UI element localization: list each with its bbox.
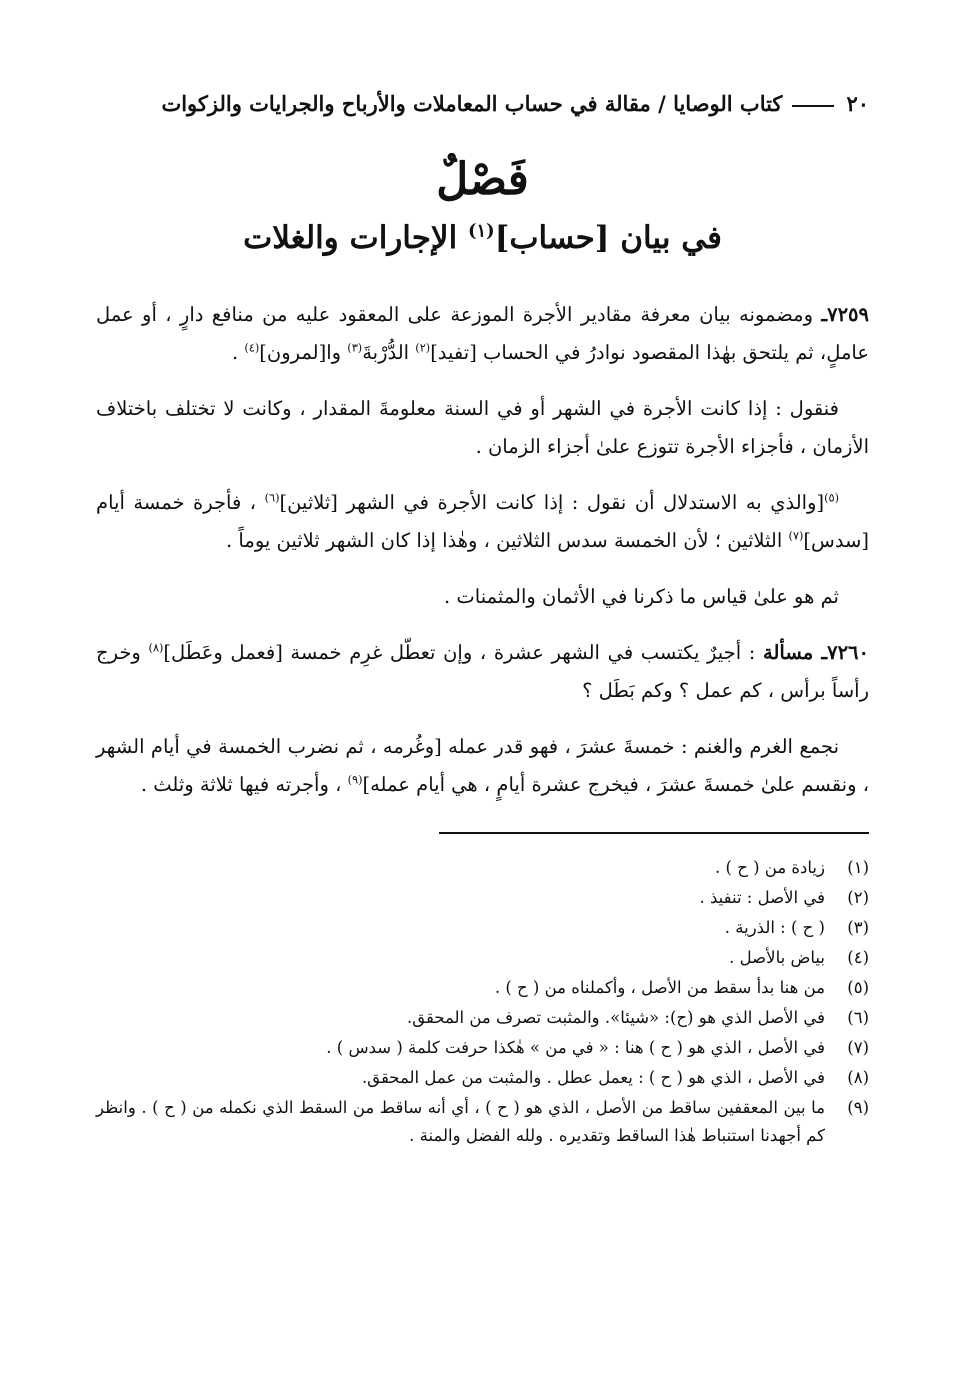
footnote-text: في الأصل ، الذي هو ( ح ) : يعمل عطل . والمثبت من عمل المحقق. [361, 1068, 825, 1087]
footnote-number: (٢) [847, 888, 869, 907]
running-header [96, 88, 869, 120]
issue-number: ٧٢٦٠ـ [821, 641, 870, 664]
footnote-ref: (٩) [347, 773, 363, 787]
footnote [96, 944, 869, 972]
footnote-text: من هنا بدأ سقط من الأصل ، وأكملناه من ( ح ) . [494, 978, 825, 997]
footnote-number: (٧) [847, 1038, 869, 1057]
paragraph-text: الدُّرْبةَ [362, 341, 416, 364]
footnote-text: بياض بالأصل . [729, 948, 825, 967]
footnote-ref: (٣) [347, 341, 363, 355]
paragraph-text: وا[لمرون] [259, 341, 348, 364]
footnote-number: (٦) [847, 1008, 869, 1027]
footnote-number: (٩) [847, 1098, 869, 1117]
footnote-ref: (٦) [264, 491, 280, 505]
issue-number: ٧٢٥٩ـ [821, 303, 870, 326]
paragraph-7259 [96, 296, 869, 372]
footnote-text: في الأصل : تنفيذ . [699, 888, 825, 907]
section-ornament: فَصْلٌ [436, 154, 529, 205]
footnote-number: (٤) [847, 948, 869, 967]
footnote [96, 974, 869, 1002]
paragraph-qiyas: ثم هو علىٰ قياس ما ذكرنا في الأثمان والمثمنات . [444, 585, 839, 608]
paragraph-text: [والذي به الاستدلال أن نقول : إذا كانت الأجرة في الشهر [ثلاثين] [279, 491, 825, 514]
footnote-ref: (٨) [148, 641, 164, 655]
page-number: ٢٠ [846, 91, 869, 116]
footnote [96, 1004, 869, 1032]
paragraph-text: الثلاثين ؛ لأن الخمسة سدس الثلاثين ، وهٰذا إذا كان الشهر ثلاثين يوماً . [226, 529, 789, 552]
paragraph-text: ، فأجرة خمسة أيام [سدس] [96, 491, 869, 552]
title-part-2: الإجارات والغلات [243, 220, 468, 256]
footnote-separator [439, 832, 869, 834]
footnote [96, 884, 869, 912]
footnote-ref: (٧) [788, 529, 804, 543]
title-part-1: في بيان [حساب] [494, 220, 722, 256]
footnote-number: (١) [847, 858, 869, 877]
footnote-ref: (١) [468, 220, 495, 242]
section-title [96, 216, 869, 260]
footnote-text: في الأصل الذي هو (ح): «شيئا». والمثبت تصرف من المحقق. [406, 1008, 825, 1027]
issue-label: مسألة [762, 641, 822, 664]
footnotes [96, 854, 869, 1150]
footnote [96, 1034, 869, 1062]
paragraph-7260 [96, 634, 869, 710]
paragraph-text: وخرج رأساً برأس ، كم عمل ؟ وكم بَطَل ؟ [96, 641, 869, 702]
footnote [96, 1064, 869, 1092]
footnote-number: (٨) [847, 1068, 869, 1087]
running-title: كتاب الوصايا / مقالة في حساب المعاملات والأرباح والجرايات والزكوات [161, 91, 783, 116]
paragraph-text: ومضمونه بيان معرفة مقادير الأجرة الموزعة على المعقود عليه من منافع دارٍ ، أو عمل عاملٍ، ثم يلتحق بهٰذا المقصود نوادرُ في الحساب [تفيد] [96, 303, 869, 364]
footnote-number: (٥) [847, 978, 869, 997]
header-dash [792, 105, 834, 107]
footnote [96, 1094, 869, 1150]
footnote-text: ( ح ) : الذرية . [724, 918, 825, 937]
paragraph-fanaqul: فنقول : إذا كانت الأجرة في الشهر أو في السنة معلومةَ المقدار ، وكانت لا تختلف باختلاف الأزمان ، فأجزاء الأجرة تتوزع علىٰ أجزاء الزمان . [96, 397, 869, 458]
footnote-text: في الأصل ، الذي هو ( ح ) هنا : « في من » هٰكذا حرفت كلمة ( سدس ) . [326, 1038, 825, 1057]
footnote-ref: (٢) [415, 341, 431, 355]
footnote-ref: (٥) [824, 491, 839, 505]
paragraph-istidlal [96, 484, 869, 560]
paragraph-text: نجمع الغرم والغنم : خمسةَ عشرَ ، فهو قدر عمله [وغُرمه ، ثم نضرب الخمسة في أيام الشهر ، ونقسم علىٰ خمسةَ عشرَ ، فيخرج عشرة أيامٍ ، هي أيام عمله] [96, 735, 869, 796]
footnote-ref: (٤) [244, 341, 260, 355]
footnote-text: ما بين المعقفين ساقط من الأصل ، الذي هو ( ح ) ، أي أنه ساقط من السقط الذي نكمله من ( ح ) . وانظر كم أجهدنا استنباط هٰذا الساقط وتقديره . ولله الفضل والمنة . [96, 1098, 825, 1145]
paragraph-text: . [231, 341, 245, 364]
footnote [96, 854, 869, 882]
footnote-text: زيادة من ( ح ) . [715, 858, 825, 877]
paragraph-solution [96, 728, 869, 804]
footnote [96, 914, 869, 942]
footnote-number: (٣) [847, 918, 869, 937]
paragraph-text: ، وأجرته فيها ثلاثة وثلث . [140, 773, 348, 796]
paragraph-text: : أجيرٌ يكتسب في الشهر عشرة ، وإن تعطّل غرِم خمسة [فعمل وعَطَل] [163, 641, 763, 664]
